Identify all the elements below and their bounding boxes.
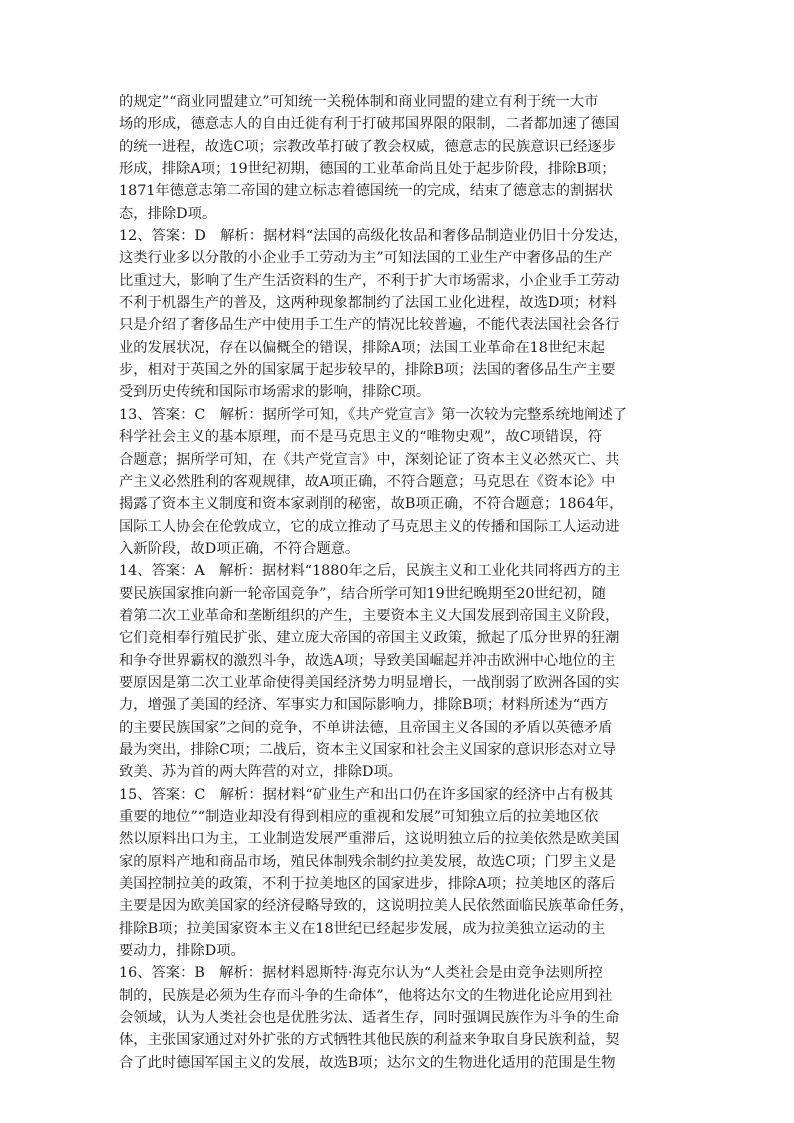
text-line: 1871年德意志第二帝国的建立标志着德国统一的完成，结束了德意志的割据状 <box>119 183 613 200</box>
text-line: 体，主张国家通过对外扩张的方式牺牲其他民族的利益来争取自身民族利益，契 <box>119 1032 620 1049</box>
text-line: 比重过大，影响了生产生活资料的生产，不利于扩大市场需求，小企业手工劳动 <box>119 272 620 289</box>
text-line: 致美、苏为首的两大阵营的对立，排除D项。 <box>119 764 403 781</box>
text-line: 科学社会主义的基本原理，而不是马克思主义的“唯物史观”，故C项错误，符 <box>119 429 603 446</box>
text-line: 不利于机器生产的普及，这两种现象都制约了法国工业化进程，故选D项；材料 <box>119 295 617 312</box>
text-line: 场的形成，德意志人的自由迁徙有利于打破邦国界限的限制，二者都加速了德国 <box>119 116 620 133</box>
text-line: 13、答案：C 解析：据所学可知，《共产党宣言》第一次较为完整系统地阐述了 <box>119 406 628 423</box>
text-line: 排除B项；拉美国家资本主义在18世纪已经起步发展，成为拉美独立运动的主 <box>119 920 606 937</box>
text-line: 着第二次工业革命和垄断组织的产生，主要资本主义大国发展到帝国主义阶段， <box>119 607 620 624</box>
text-line: 的规定”“商业同盟建立”可知统一关税体制和商业同盟的建立有利于统一大市 <box>119 94 599 110</box>
text-line: 要民族国家推向新一轮帝国竞争”，结合所学可知19世纪晚期至20世纪初，随 <box>119 585 606 602</box>
text-line: 16、答案：B 解析：据材料恩斯特·海克尔认为“人类社会是由竞争法则所控 <box>119 965 603 982</box>
text-line: 重要的地位”“制造业却没有得到相应的重视和发展”可知独立后的拉美地区依 <box>119 809 599 825</box>
text-line: 和争夺世界霸权的激烈斗争，故选A项；导致美国崛起并冲击欧洲中心地位的主 <box>119 652 616 669</box>
text-line: 要动力，排除D项。 <box>119 943 245 960</box>
text-line: 家的原料产地和商品市场，殖民体制残余制约拉美发展，故选C项；门罗主义是 <box>119 853 617 870</box>
text-line: 入新阶段，故D项正确，不符合题意。 <box>119 540 360 557</box>
text-line: 业的发展状况，存在以偏概全的错误，排除A项；法国工业革命在18世纪末起 <box>119 339 606 356</box>
text-line: 会领域，认为人类社会也是优胜劣汰、适者生存，同时强调民族作为斗争的生命 <box>119 1010 620 1027</box>
text-line: 形成，排除A项；19世纪初期，德国的工业革命尚且处于起步阶段，排除B项； <box>119 161 616 178</box>
text-line: 的主要民族国家”之间的竞争，不单讲法德，且帝国主义各国的矛盾以英德矛盾 <box>119 719 613 736</box>
text-line: 受到历史传统和国际市场需求的影响，排除C项。 <box>119 384 431 401</box>
text-line: 15、答案：C 解析：据材料“矿业生产和出口仍在许多国家的经济中占有极其 <box>119 786 613 803</box>
text-line: 14、答案：A 解析：据材料“1880年之后，民族主义和工业化共同将西方的主 <box>119 563 621 580</box>
text-line: 12、答案：D 解析：据材料“法国的高级化妆品和奢侈品制造业仍旧十分发达， <box>119 228 628 245</box>
text-line: 产主义必然胜利的客观规律，故A项正确，不符合题意；马克思在《资本论》中 <box>119 473 616 490</box>
text-line: 态，排除D项。 <box>119 205 217 222</box>
text-line: 的统一进程，故选C项；宗教改革打破了教会权威，德意志的民族意识已经逐步 <box>119 138 617 155</box>
text-line: 美国控制拉美的政策，不利于拉美地区的国家进步，排除A项；拉美地区的落后 <box>119 876 616 893</box>
text-line: 制的，民族是必须为生存而斗争的生命体”，他将达尔文的生物进化论应用到社 <box>119 987 613 1004</box>
document-body <box>119 91 679 1074</box>
text-line: 只是介绍了奢侈品生产中使用手工生产的情况比较普遍，不能代表法国社会各行 <box>119 317 620 334</box>
text-line: 它们竞相奉行殖民扩张、建立庞大帝国的帝国主义政策，掀起了瓜分世界的狂潮 <box>119 630 620 647</box>
text-line: 主要是因为欧美国家的经济侵略导致的，这说明拉美人民依然面临民族革命任务， <box>119 898 634 915</box>
text-line: 合了此时德国军国主义的发展，故选B项；达尔文的生物进化适用的范围是生物 <box>119 1054 616 1071</box>
text-line: 合题意；据所学可知，在《共产党宣言》中，深刻论证了资本主义必然灭亡、共 <box>119 451 620 468</box>
text-line: 步，相对于英国之外的国家属于起步较早的，排除B项；法国的奢侈品生产主要 <box>119 362 616 379</box>
text-line: 最为突出，排除C项；二战后，资本主义国家和社会主义国家的意识形态对立导 <box>119 741 617 758</box>
text-line: 要原因是第二次工业革命使得美国经济势力明显增长，一战削弱了欧洲各国的实 <box>119 674 620 691</box>
text-line: 揭露了资本主义制度和资本家剥削的秘密，故B项正确，不符合题意；1864年， <box>119 496 624 513</box>
text-line: 然以原料出口为主，工业制造发展严重滞后，这说明独立后的拉美依然是欧美国 <box>119 831 620 848</box>
text-line: 力，增强了美国的经济、军事实力和国际影响力，排除B项；材料所述为“西方 <box>119 697 609 714</box>
text-line: 国际工人协会在伦敦成立，它的成立推动了马克思主义的传播和国际工人运动进 <box>119 518 620 535</box>
text-line: 这类行业多以分散的小企业手工劳动为主”可知法国的工业生产中奢侈品的生产 <box>119 250 613 267</box>
